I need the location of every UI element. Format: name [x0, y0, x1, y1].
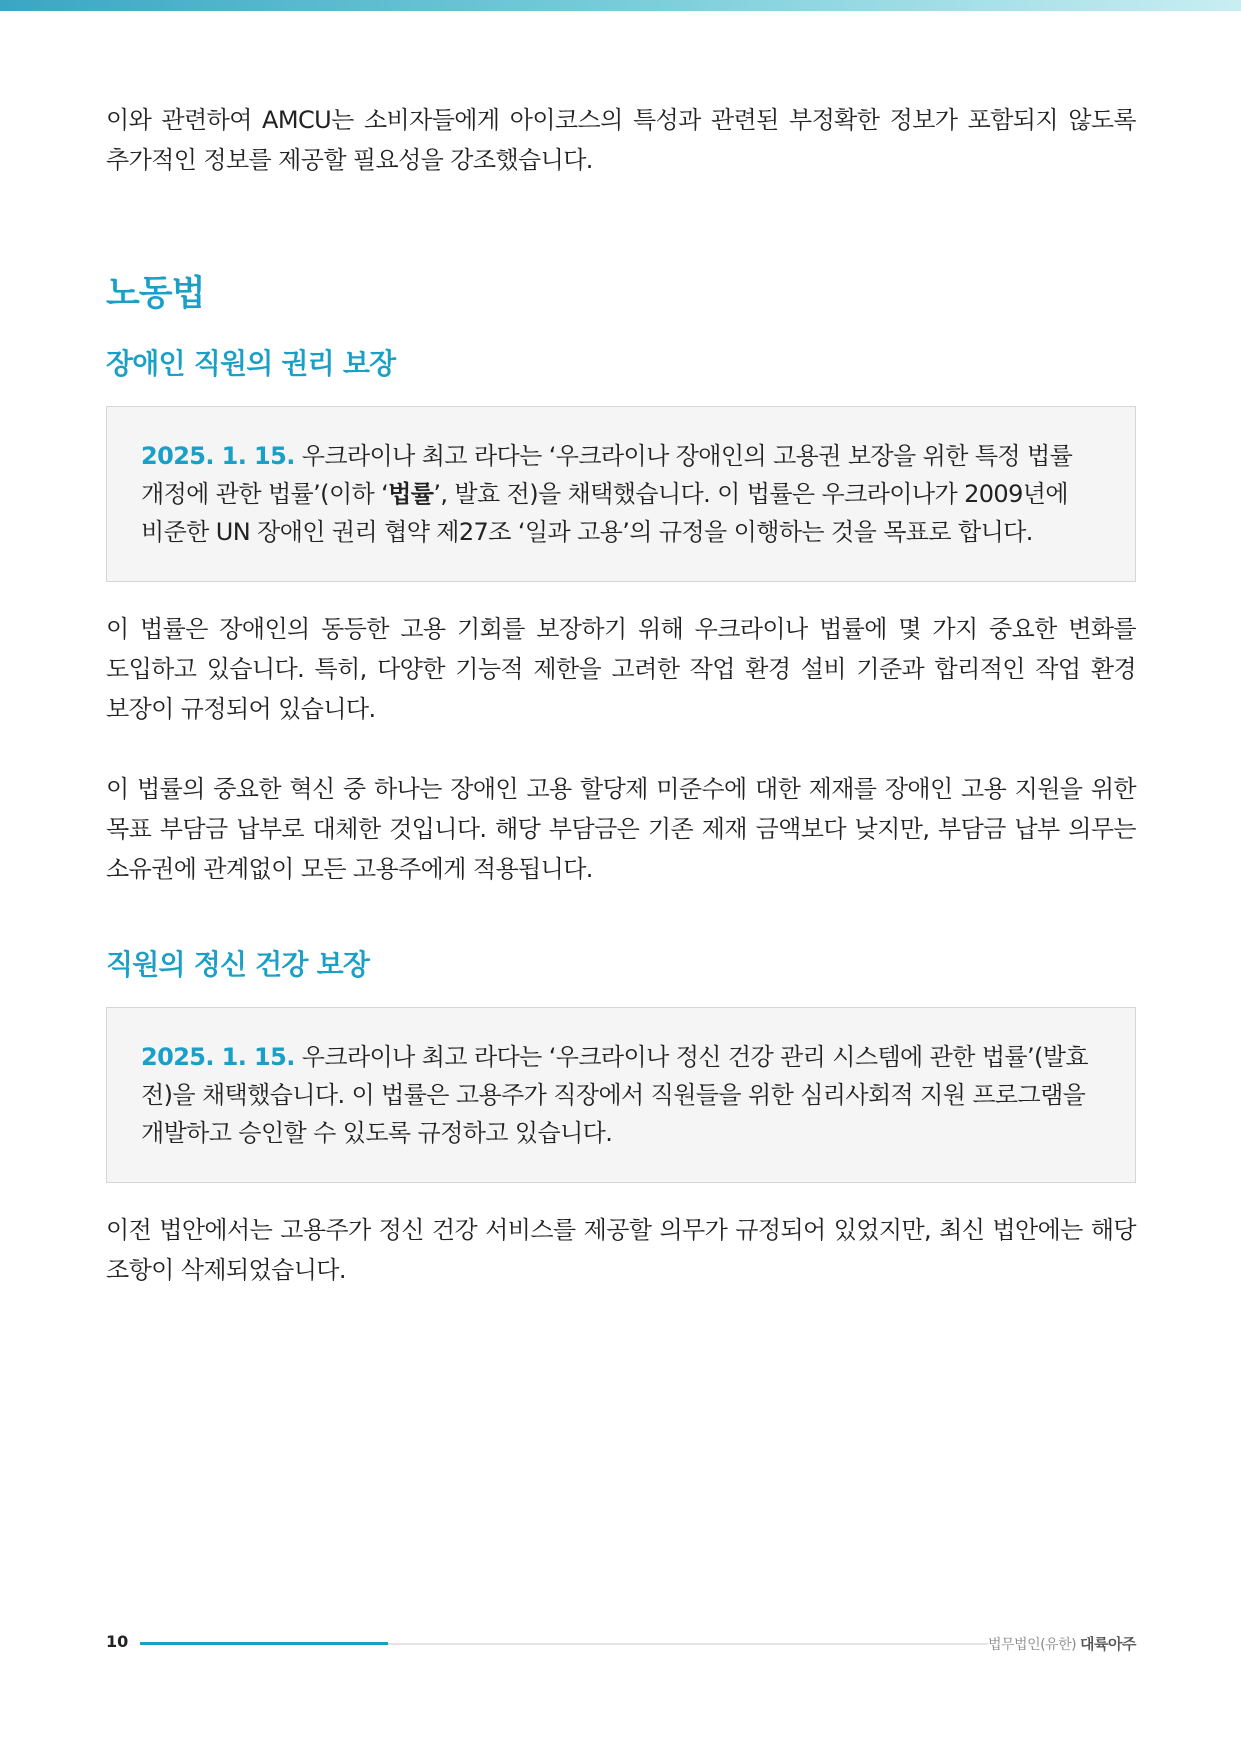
firm-logo: [988, 1633, 1136, 1654]
subsection-title-disability: 장애인 직원의 권리 보장: [106, 347, 396, 380]
intro-paragraph: 이와 관련하여 AMCU는 소비자들에게 아이코스의 특성과 관련된 부정확한 정보가 포함되지 않도록 추가적인 정보를 제공할 필요성을 강조했습니다.: [106, 106, 1136, 174]
body-paragraph: 이 법률의 중요한 혁신 중 하나는 장애인 고용 할당제 미준수에 대한 제재를 장애인 고용 지원을 위한 목표 부담금 납부로 대체한 것입니다. 해당 부담금은 기존 제재 금액보다 낮지만, 부담금 납부 의무는 소유권에 관계없이 모든 고용주에게 적용됩니다.: [106, 775, 1136, 883]
footer-accent-line: [140, 1642, 388, 1645]
page-footer: [106, 1630, 1136, 1660]
highlight-text-mental-health: [141, 1038, 1103, 1152]
page-content: [106, 100, 1136, 1290]
date-label: 2025. 1. 15.: [141, 1043, 295, 1071]
highlight-box-disability: [106, 406, 1136, 582]
box-text-part: ’, 발효 전)을 채택했습니다. 이 법률은 우크라이나가 2009년에 비준한 UN 장애인 권리 협약 제27조 ‘일과 고용’의 규정을 이행하는 것을 목표로 합니다.: [141, 480, 1068, 546]
firm-prefix: 법무법인(유한): [988, 1637, 1077, 1653]
defined-term: 법률: [388, 480, 434, 508]
firm-name: 대륙아주: [1080, 1635, 1136, 1653]
section-title: 노동법: [106, 274, 205, 314]
box-text-part: 우크라이나 최고 라다는 ‘우크라이나 정신 건강 관리 시스템에 관한 법률’(발효 전)을 채택했습니다. 이 법률은 고용주가 직장에서 직원들을 위한 심리사회적 지원 프로그램을 개발하고 승인할 수 있도록 규정하고 있습니다.: [141, 1043, 1088, 1147]
date-label: 2025. 1. 15.: [141, 442, 295, 470]
top-accent-bar: [0, 0, 1241, 11]
page-number: 10: [106, 1632, 129, 1651]
box-text-part: 우크라이나 최고 라다는 ‘우크라이나 장애인의 고용권 보장을 위한 특정 법률 개정에 관한 법률’(이하 ‘: [141, 442, 1073, 508]
body-paragraph: 이전 법안에서는 고용주가 정신 건강 서비스를 제공할 의무가 규정되어 있었지만, 최신 법안에는 해당 조항이 삭제되었습니다.: [106, 1216, 1136, 1284]
highlight-text-disability: [141, 437, 1103, 551]
subsection-title-mental-health: 직원의 정신 건강 보장: [106, 948, 370, 981]
highlight-box-mental-health: [106, 1007, 1136, 1183]
body-paragraph: 이 법률은 장애인의 동등한 고용 기회를 보장하기 위해 우크라이나 법률에 몇 가지 중요한 변화를 도입하고 있습니다. 특히, 다양한 기능적 제한을 고려한 작업 환경 설비 기준과 합리적인 작업 환경 보장이 규정되어 있습니다.: [106, 615, 1136, 723]
